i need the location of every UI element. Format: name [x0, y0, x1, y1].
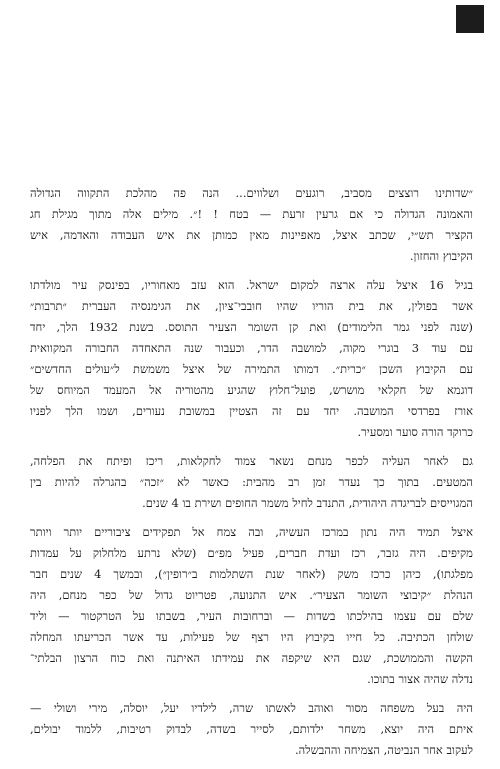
body-text — [30, 183, 473, 769]
text-line: שלם עם עצמו בהילכתו בשדות — וברחובות העיר, בשבתו על הטרקטור — וליד — [30, 609, 473, 623]
text-line: איתם היה יוצא, משחר ילדותם, לסייר בשדה, לבדוק רטיבות, ללמוד יבולים, — [30, 722, 473, 736]
paragraph — [30, 275, 473, 443]
text-line: והאמונה הגדולה כי אם גרעין זרעת — בטח ! !״. מילים אלה מתוך מגילת חג — [30, 207, 473, 221]
text-line: מקיפים. היה גזבר, רכז ועדת חברים, פעיל מפ״ם (שלא נרתע מלחלוק על עמדות — [30, 546, 473, 560]
text-line: הנהלת ״קיבוצי השומר הצעיר״. איש התנועה, פטריוט גדול של כפר מנחם, היה — [30, 588, 473, 602]
text-line: דוגמא של חקלאי מושרש, פועל־חלוץ שהגיע מהטוריה אל המעמד המיוחס של — [30, 383, 473, 397]
text-line: הקיבוץ והחזון. — [409, 249, 473, 263]
text-line: הקציר תש״י, שכתב איצל, מאפיינות מאין כמותן את איש העבודה והאדמה, איש — [30, 228, 473, 242]
text-line: ״שדותינו רוצצים מסביב, רוגעים ושלווים... הנה פה מהלכת התקווה הגדולה — [30, 186, 473, 200]
text-line: כרוקד הורה סוער ומסעיר. — [357, 425, 473, 439]
text-line: אשר בפולין, את בית הוריו שהיו חובבי־ציון, את הגימנסיה העברית ״תרבות״ — [30, 299, 473, 313]
text-line: לעקוב אחר הנביטה, הצמיחה וההבשלה. — [295, 743, 473, 757]
text-line: מפלגתו), כיהן כרכז משק (לאחר שנת השתלמות ב״רופין״), ובמשך 4 שנים חבר — [30, 567, 473, 581]
text-line: (שנה לפני גמר הלימודים) ואת קן השומר הצעיר התוסס. בשנת 1932 הלך, יחד — [30, 320, 473, 334]
paragraph — [30, 522, 473, 690]
text-line: נדלה שהיה אצור בתוכו. — [367, 672, 473, 686]
paragraph — [30, 183, 473, 267]
text-line: עם עוד 3 בוגרי מקוה, למושבה הדר, וכעבור שנה התאחדה החבורה המקוואית — [30, 341, 473, 355]
text-line: עם הקיבוץ השכן ״כרית״. דמותו התמירה של איצל משמשת ל״עולים החדשים״ — [30, 362, 473, 376]
text-line: המטעים. בתוך כך נעדר זמן רב מהבית: כאשר לא ״זכה״ בהגרלה להיות בין — [30, 475, 473, 489]
text-line: אורז בפרדסי המושבה. יחד עם זה הצטיין במשובת נעורים, ושמו הלך לפניו — [30, 404, 473, 418]
paragraph — [30, 451, 473, 514]
text-line: בגיל 16 איצל עלה ארצה למקום ישראל. הוא עזב מאחוריו, בפינסק עיר מולדתו — [30, 278, 473, 292]
text-line: היה בעל משפחה מסור ואוהב לאשתו שרה, לילדיו יעל, יוסלה, מירי ושולי — — [30, 701, 473, 715]
corner-marker — [456, 5, 484, 33]
text-line: איצל תמיד היה נתון במרכז העשיה, ובה צמח אל תפקידים ציבוריים יותר ויותר — [30, 525, 473, 539]
text-line: גם לאחר העליה לכפר מנחם נשאר צמוד לחקלאות, ריכז ופיתח את הפלחה, — [30, 454, 473, 468]
text-line: הקשה והממושכת, שגם היא שיקפה את עמידתו האיתנה ואת כוח הרצון הבלתי־ — [30, 651, 473, 665]
text-line: שולחן הכתיבה. כל חייו בקיבוץ היו רצף של פעילות, עד אשר הכריעתו המחלה — [30, 630, 473, 644]
text-line: המגוייסים לבריגדה היהודית, התנדב לחיל משמר החופים ושירת בו 4 שנים. — [142, 496, 473, 510]
